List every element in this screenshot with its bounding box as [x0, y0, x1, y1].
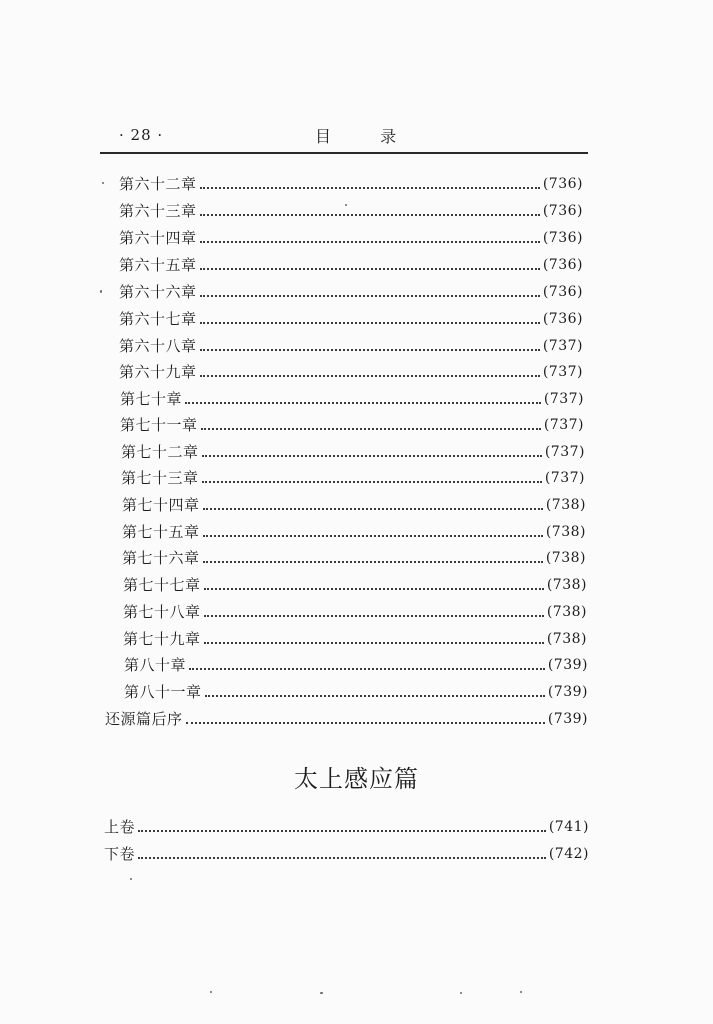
toc-entry-title: 上卷: [104, 818, 136, 836]
toc-entry: [104, 815, 589, 837]
leader-dots: [204, 615, 544, 617]
leader-dots: [204, 642, 544, 644]
toc-entry-page: (737): [543, 417, 584, 433]
toc-entry: [120, 413, 584, 435]
toc-entry-title: 第七十一章: [120, 416, 198, 434]
scan-speck: [100, 290, 102, 293]
toc-entry-page: (736): [542, 311, 583, 327]
leader-dots: [201, 428, 541, 430]
scan-speck: [210, 991, 212, 993]
toc-entry-page: (736): [542, 284, 583, 300]
toc-entry: [124, 680, 588, 702]
leader-dots: [202, 481, 542, 483]
toc-entry: [121, 440, 585, 462]
toc-entry: [119, 226, 583, 248]
leader-dots: [203, 508, 543, 510]
toc-entry-page: (737): [544, 470, 585, 486]
toc-entry-title: 第七十六章: [122, 549, 200, 567]
toc-entry: [119, 307, 583, 329]
toc-entry-title: 第六十五章: [119, 256, 197, 274]
toc-entry-title: 第六十六章: [119, 283, 197, 301]
toc-entry-title: 还源篇后序: [105, 710, 183, 728]
leader-dots: [200, 214, 540, 216]
toc-entry: [104, 842, 589, 864]
toc-entry-title: 第七十四章: [122, 496, 200, 514]
toc-entry-page: (738): [545, 524, 586, 540]
toc-entry: [119, 360, 583, 382]
toc-entry-page: (736): [542, 176, 583, 192]
leader-dots: [200, 295, 540, 297]
scan-speck: [130, 878, 132, 880]
toc-entry: [123, 627, 587, 649]
leader-dots: [200, 322, 540, 324]
toc-entry-page: (739): [547, 711, 588, 727]
toc-entry: [124, 653, 588, 675]
toc-entry-page: (737): [542, 364, 583, 380]
toc-entry: [123, 573, 587, 595]
toc-entry-page: (738): [546, 604, 587, 620]
toc-entry-title: 第六十九章: [119, 363, 197, 381]
leader-dots: [203, 561, 543, 563]
leader-dots: [205, 695, 545, 697]
toc-entry-title: 第七十二章: [121, 443, 199, 461]
toc-entry-page: (736): [542, 257, 583, 273]
toc-entry: [122, 493, 586, 515]
leader-dots: [189, 668, 545, 670]
toc-entry-page: (738): [546, 631, 587, 647]
leader-dots: [186, 722, 545, 724]
toc-entry-title: 第六十八章: [119, 337, 197, 355]
toc-entry-page: (736): [542, 230, 583, 246]
section-heading: 太上感应篇: [294, 765, 419, 793]
toc-entry-page: (737): [544, 444, 585, 460]
toc-entry-page: (737): [542, 338, 583, 354]
toc-entry-page: (741): [548, 819, 589, 835]
leader-dots: [200, 375, 540, 377]
leader-dots: [138, 830, 546, 832]
scan-speck: [320, 992, 323, 994]
toc-entry-title: 第七十三章: [121, 469, 199, 487]
toc-entry-title: 第七十九章: [123, 630, 201, 648]
toc-entry-title: 第六十三章: [119, 202, 197, 220]
toc-entry-title: 第八十一章: [124, 683, 202, 701]
leader-dots: [138, 857, 546, 859]
toc-entry: [119, 280, 583, 302]
toc-entry-title: 第七十七章: [123, 576, 201, 594]
toc-entry-page: (739): [547, 684, 588, 700]
toc-entry-page: (738): [545, 550, 586, 566]
toc-entry-title: 第六十四章: [119, 229, 197, 247]
header-title: 目 录: [315, 127, 419, 146]
toc-entry-title: 第八十章: [124, 656, 187, 674]
toc-entry-page: (742): [548, 846, 589, 862]
toc-entry: [119, 199, 583, 221]
leader-dots: [200, 187, 540, 189]
toc-entry: [121, 466, 585, 488]
leader-dots: [200, 268, 540, 270]
toc-entry: [119, 172, 583, 194]
toc-entry: [119, 253, 583, 275]
toc-entry-title: 第七十八章: [123, 603, 201, 621]
leader-dots: [185, 402, 541, 404]
toc-entry: [122, 546, 586, 568]
toc-entry-title: 第七十五章: [122, 523, 200, 541]
scan-speck: [345, 204, 347, 206]
leader-dots: [203, 535, 543, 537]
leader-dots: [200, 349, 540, 351]
toc-entry: [122, 520, 586, 542]
toc-entry-page: (737): [543, 391, 584, 407]
page-number: · 28 ·: [119, 126, 164, 144]
toc-entry: [105, 707, 588, 729]
scan-speck: [520, 991, 522, 993]
toc-entry-page: (738): [546, 577, 587, 593]
leader-dots: [204, 588, 544, 590]
scan-speck: [102, 182, 104, 184]
toc-entry-title: 第六十七章: [119, 310, 197, 328]
toc-entry: [119, 334, 583, 356]
leader-dots: [200, 241, 540, 243]
toc-entry: [123, 600, 587, 622]
scan-speck: [460, 992, 462, 994]
toc-entry-title: 第七十章: [120, 390, 183, 408]
leader-dots: [202, 455, 542, 457]
toc-entry-title: 下卷: [104, 845, 136, 863]
toc-entry-title: 第六十二章: [119, 175, 197, 193]
toc-entry: [120, 387, 584, 409]
toc-entry-page: (736): [542, 203, 583, 219]
toc-entry-page: (738): [545, 497, 586, 513]
toc-entry-page: (739): [547, 657, 588, 673]
